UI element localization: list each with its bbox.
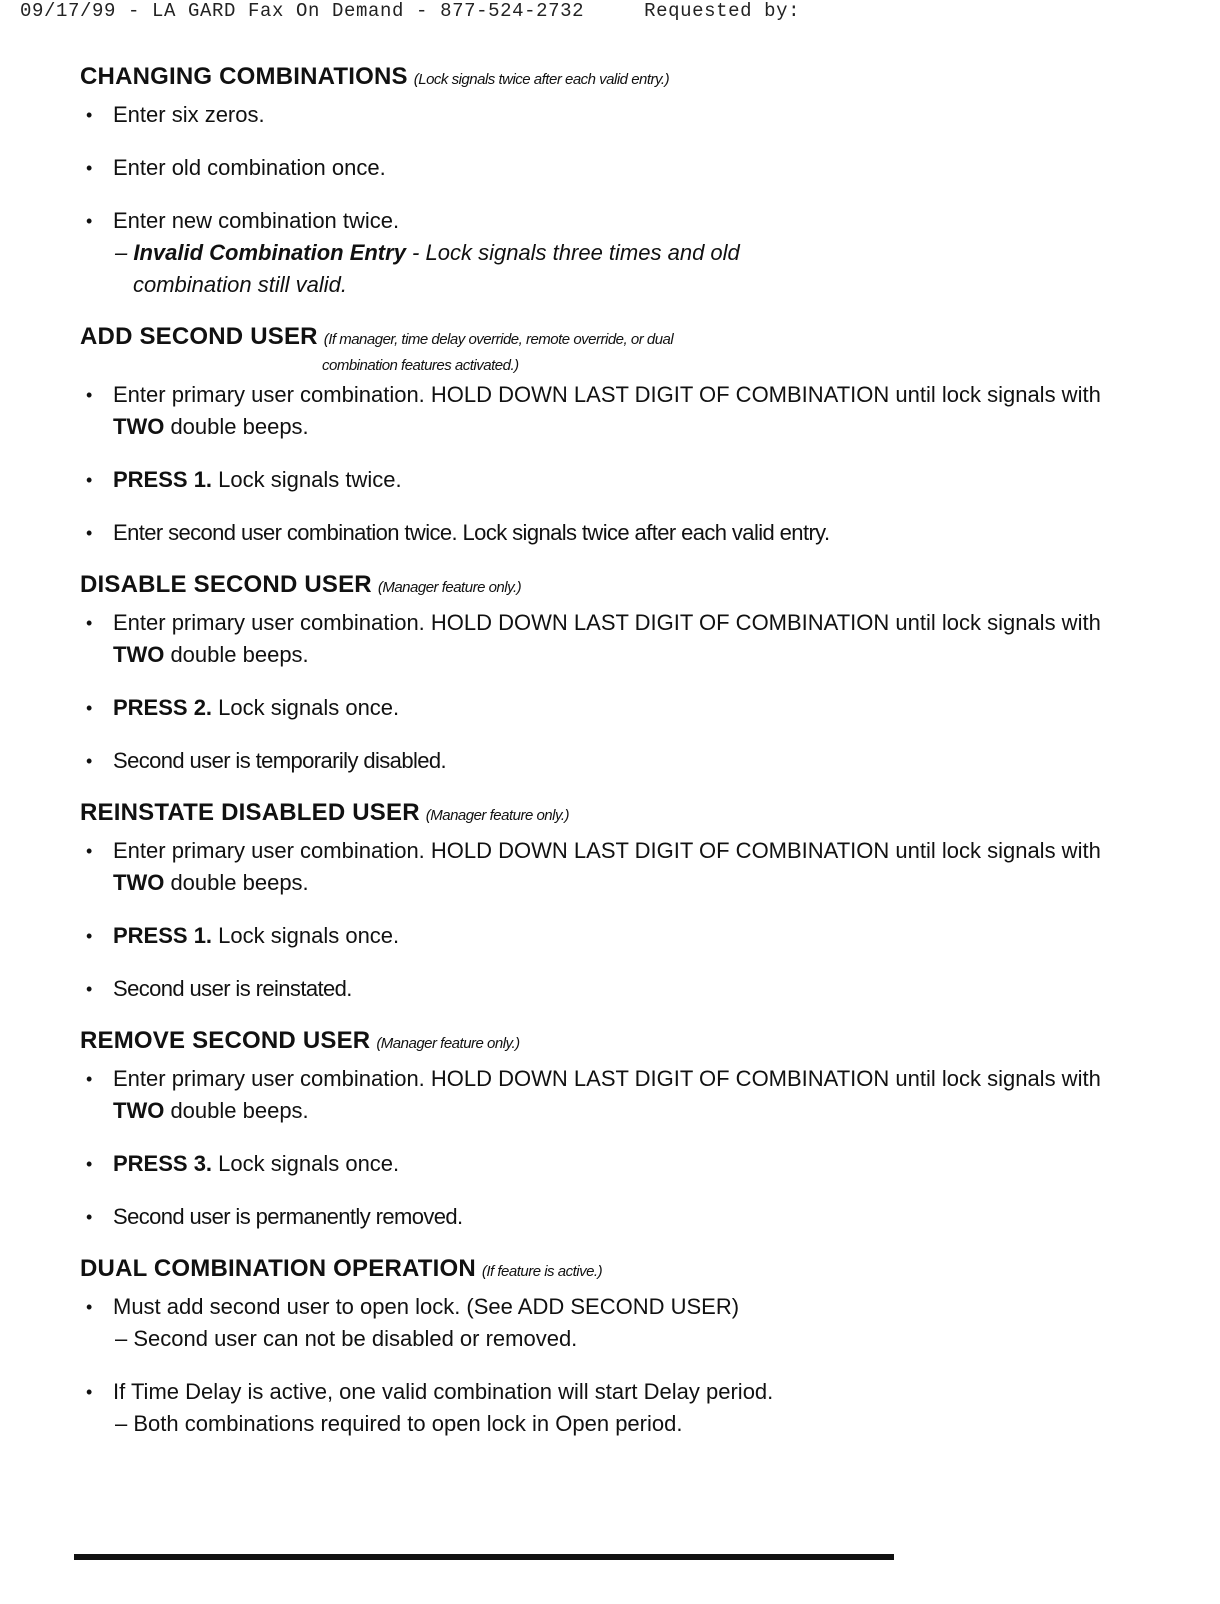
- section-heading: [80, 1024, 1120, 1061]
- bullet-icon: •: [86, 105, 93, 125]
- sub-note-continued: combination still valid.: [133, 272, 347, 297]
- list-item: [80, 1063, 1120, 1127]
- section-title: REINSTATE DISABLED USER: [80, 799, 420, 826]
- step-text: Enter primary user combination. HOLD DOWN LAST DIGIT OF COMBINATION until lock signals with: [113, 610, 1101, 635]
- bullet-icon: •: [86, 698, 93, 718]
- bullet-icon: •: [86, 926, 93, 946]
- step-bold: TWO: [113, 642, 165, 667]
- bottom-rule: [74, 1554, 894, 1560]
- bullet-icon: •: [86, 841, 93, 861]
- step-bold: TWO: [113, 1098, 165, 1123]
- sub-bold: Invalid Combination Entry: [133, 240, 406, 265]
- sub-note: – Second user can not be disabled or removed.: [115, 1326, 578, 1351]
- list-item: [80, 464, 1120, 496]
- list-item: [80, 835, 1120, 899]
- section-note: (Lock signals twice after each valid entry.): [413, 71, 670, 88]
- section-note: (Manager feature only.): [377, 579, 522, 596]
- step-text: Lock signals twice.: [212, 467, 402, 492]
- bullet-icon: •: [86, 751, 92, 771]
- section-title: DISABLE SECOND USER: [80, 571, 372, 598]
- step-bold: TWO: [113, 414, 165, 439]
- section-title: REMOVE SECOND USER: [80, 1027, 371, 1054]
- bullet-icon: •: [86, 470, 93, 490]
- step-bold: TWO: [113, 870, 165, 895]
- list-item: [80, 745, 1120, 777]
- section-note-continued: combination features activated.): [322, 357, 519, 374]
- bullet-icon: •: [86, 1382, 93, 1402]
- list-item: [80, 920, 1120, 952]
- list-item: [80, 1148, 1120, 1180]
- list-item: [80, 99, 1120, 131]
- fax-header: 09/17/99 - LA GARD Fax On Demand - 877-524-2732 Requested by:: [20, 0, 801, 22]
- sub-note: – Both combinations required to open lock in Open period.: [115, 1411, 683, 1436]
- step-text: Second user is reinstated.: [113, 976, 352, 1001]
- bullet-icon: •: [86, 1154, 93, 1174]
- section-note: (Manager feature only.): [425, 807, 570, 824]
- bullet-icon: •: [86, 1207, 92, 1227]
- section-disable-second-user: [80, 568, 1120, 777]
- list-item: [80, 973, 1120, 1005]
- step-text: Enter primary user combination. HOLD DOWN LAST DIGIT OF COMBINATION until lock signals with: [113, 382, 1101, 407]
- step-text: Enter six zeros.: [113, 102, 265, 127]
- step-bold: PRESS 2.: [113, 695, 213, 720]
- step-list: [80, 99, 1120, 301]
- step-text: Must add second user to open lock. (See ADD SECOND USER): [113, 1294, 740, 1319]
- section-dual-combination-operation: [80, 1252, 1120, 1440]
- sub-rest: - Lock signals three times and old: [405, 240, 740, 265]
- document-body: [80, 60, 1120, 1459]
- list-item: [80, 152, 1120, 184]
- section-heading: [80, 568, 1120, 605]
- section-heading: [80, 60, 1120, 97]
- section-title: DUAL COMBINATION OPERATION: [80, 1255, 476, 1282]
- section-note: (If feature is active.): [481, 1263, 603, 1280]
- step-text-end: double beeps.: [164, 414, 309, 439]
- list-item: [80, 205, 1120, 301]
- step-text: Enter second user combination twice. Lock signals twice after each valid entry.: [113, 520, 830, 545]
- bullet-icon: •: [86, 385, 93, 405]
- section-note: (If manager, time delay override, remote override, or dual: [323, 331, 674, 348]
- section-changing-combinations: [80, 60, 1120, 301]
- step-text-end: double beeps.: [164, 642, 309, 667]
- step-text: Lock signals once.: [212, 695, 400, 720]
- section-heading: [80, 1252, 1120, 1289]
- step-bold: PRESS 3.: [113, 1151, 213, 1176]
- section-title: ADD SECOND USER: [80, 323, 318, 350]
- section-heading: [80, 320, 1120, 377]
- bullet-icon: •: [86, 523, 92, 543]
- step-bold: PRESS 1.: [113, 467, 213, 492]
- step-text: Enter old combination once.: [113, 155, 386, 180]
- list-item: [80, 1376, 1120, 1440]
- step-bold: PRESS 1.: [113, 923, 213, 948]
- section-title: CHANGING COMBINATIONS: [80, 63, 408, 90]
- sub-dash: –: [115, 240, 134, 265]
- step-text: Lock signals once.: [212, 923, 400, 948]
- section-add-second-user: [80, 320, 1120, 549]
- section-reinstate-disabled-user: [80, 796, 1120, 1005]
- step-text: Lock signals once.: [212, 1151, 400, 1176]
- step-text: Enter primary user combination. HOLD DOWN LAST DIGIT OF COMBINATION until lock signals with: [113, 838, 1101, 863]
- step-list: [80, 1291, 1120, 1440]
- bullet-icon: •: [86, 211, 93, 231]
- list-item: [80, 692, 1120, 724]
- list-item: [80, 1291, 1120, 1355]
- step-text: If Time Delay is active, one valid combination will start Delay period.: [113, 1379, 774, 1404]
- section-remove-second-user: [80, 1024, 1120, 1233]
- list-item: [80, 607, 1120, 671]
- step-text: Enter primary user combination. HOLD DOWN LAST DIGIT OF COMBINATION until lock signals with: [113, 1066, 1101, 1091]
- step-list: [80, 835, 1120, 1005]
- section-heading: [80, 796, 1120, 833]
- bullet-icon: •: [86, 613, 93, 633]
- bullet-icon: •: [86, 158, 93, 178]
- bullet-icon: •: [86, 1297, 93, 1317]
- step-text: Enter new combination twice.: [113, 208, 400, 233]
- step-text: Second user is temporarily disabled.: [113, 748, 447, 773]
- bullet-icon: •: [86, 1069, 93, 1089]
- step-list: [80, 379, 1120, 549]
- list-item: [80, 379, 1120, 443]
- step-text: Second user is permanently removed.: [113, 1204, 463, 1229]
- list-item: [80, 1201, 1120, 1233]
- step-text-end: double beeps.: [164, 1098, 309, 1123]
- section-note: (Manager feature only.): [376, 1035, 520, 1052]
- step-list: [80, 607, 1120, 777]
- step-list: [80, 1063, 1120, 1233]
- list-item: [80, 517, 1120, 549]
- sub-note: [113, 237, 1120, 269]
- bullet-icon: •: [86, 979, 92, 999]
- step-text-end: double beeps.: [164, 870, 309, 895]
